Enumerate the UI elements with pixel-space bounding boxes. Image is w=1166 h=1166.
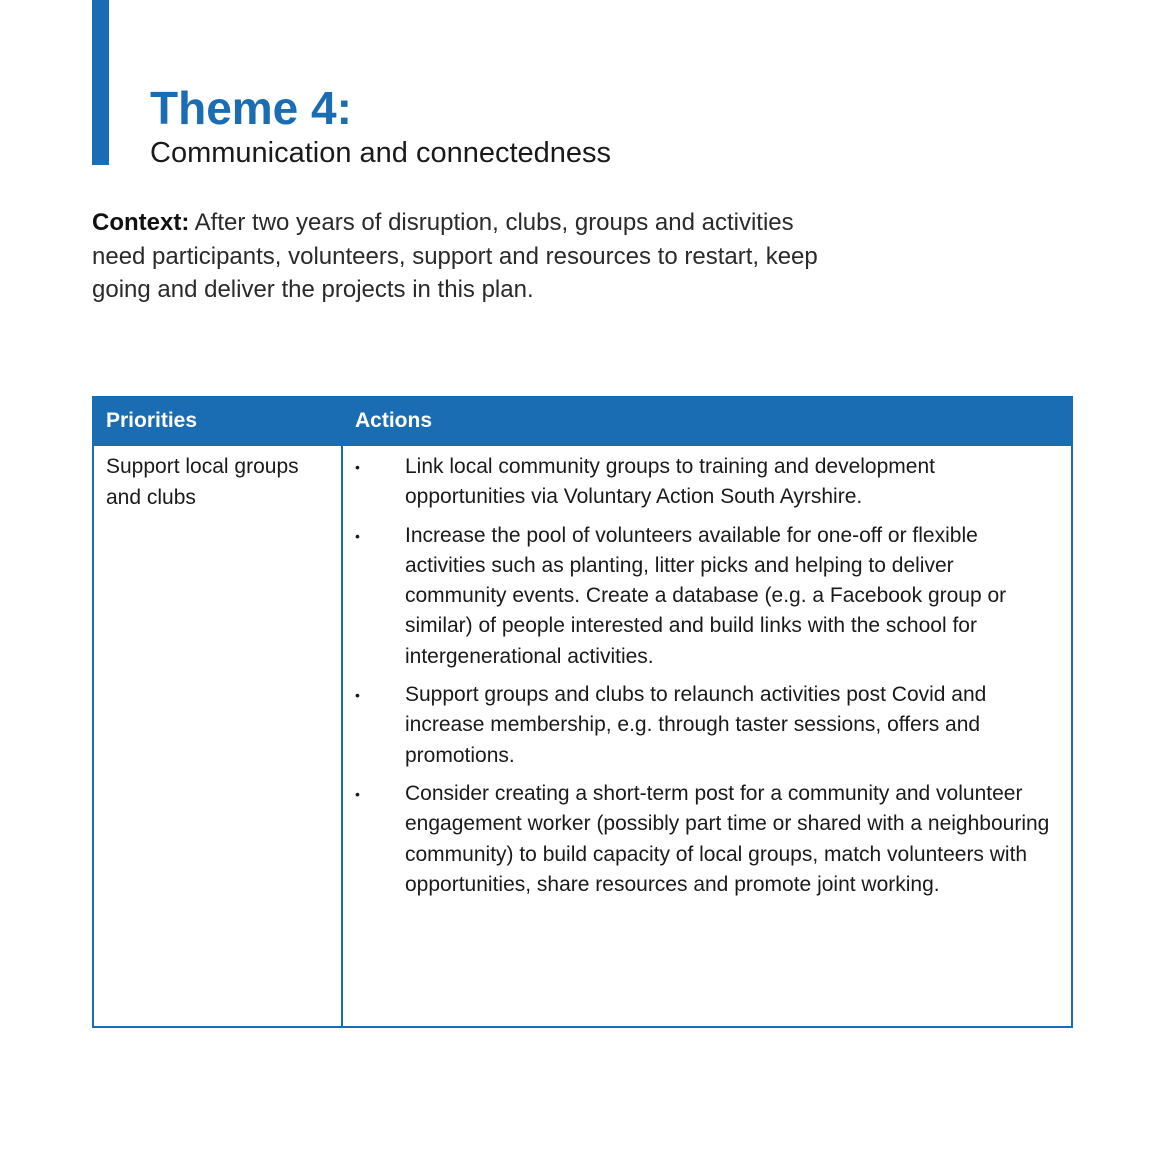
bullet-icon: • xyxy=(355,687,360,704)
bullet-icon: • xyxy=(355,785,360,802)
priorities-actions-table xyxy=(92,396,1073,1028)
action-text: Consider creating a short-term post for a community and volunteer engagement worker (possibly part time or shared with a neighbouring community) to build capacity of local groups, match volunteers with opportunities, share resources and promote joint working. xyxy=(405,781,1050,896)
actions-column-header: Actions xyxy=(355,409,433,432)
context-paragraph xyxy=(92,206,832,307)
priority-cell: Support local groups and clubs xyxy=(106,455,299,509)
action-item xyxy=(347,521,1057,672)
accent-bar xyxy=(92,0,109,165)
action-item xyxy=(347,680,1057,771)
table-header xyxy=(94,398,1071,446)
priorities-column-header: Priorities xyxy=(106,409,198,432)
action-text: Support groups and clubs to relaunch activities post Covid and increase membership, e.g. through taster sessions, offers and promotions. xyxy=(405,683,987,767)
action-item xyxy=(347,452,1057,513)
action-item xyxy=(347,779,1057,900)
context-label: Context: xyxy=(92,209,190,236)
action-text: Link local community groups to training and development opportunities via Voluntary Action South Ayrshire. xyxy=(405,455,935,509)
column-divider xyxy=(341,446,343,1026)
bullet-icon: • xyxy=(355,459,360,475)
theme-subtitle: Communication and connectedness xyxy=(150,137,612,169)
actions-list xyxy=(347,452,1057,908)
action-text: Increase the pool of volunteers available for one-off or flexible activities such as planting, litter picks and helping to deliver community events. Create a database (e.g. a Facebook group or similar) of people interested and build links with the school for intergenerational activities. xyxy=(405,523,1007,668)
bullet-icon: • xyxy=(355,527,360,544)
theme-title: Theme 4: xyxy=(150,82,352,134)
context-text: After two years of disruption, clubs, groups and activities need participants, volunteers, support and resources to restart, keep going and deliver the projects in this plan. xyxy=(92,209,818,303)
